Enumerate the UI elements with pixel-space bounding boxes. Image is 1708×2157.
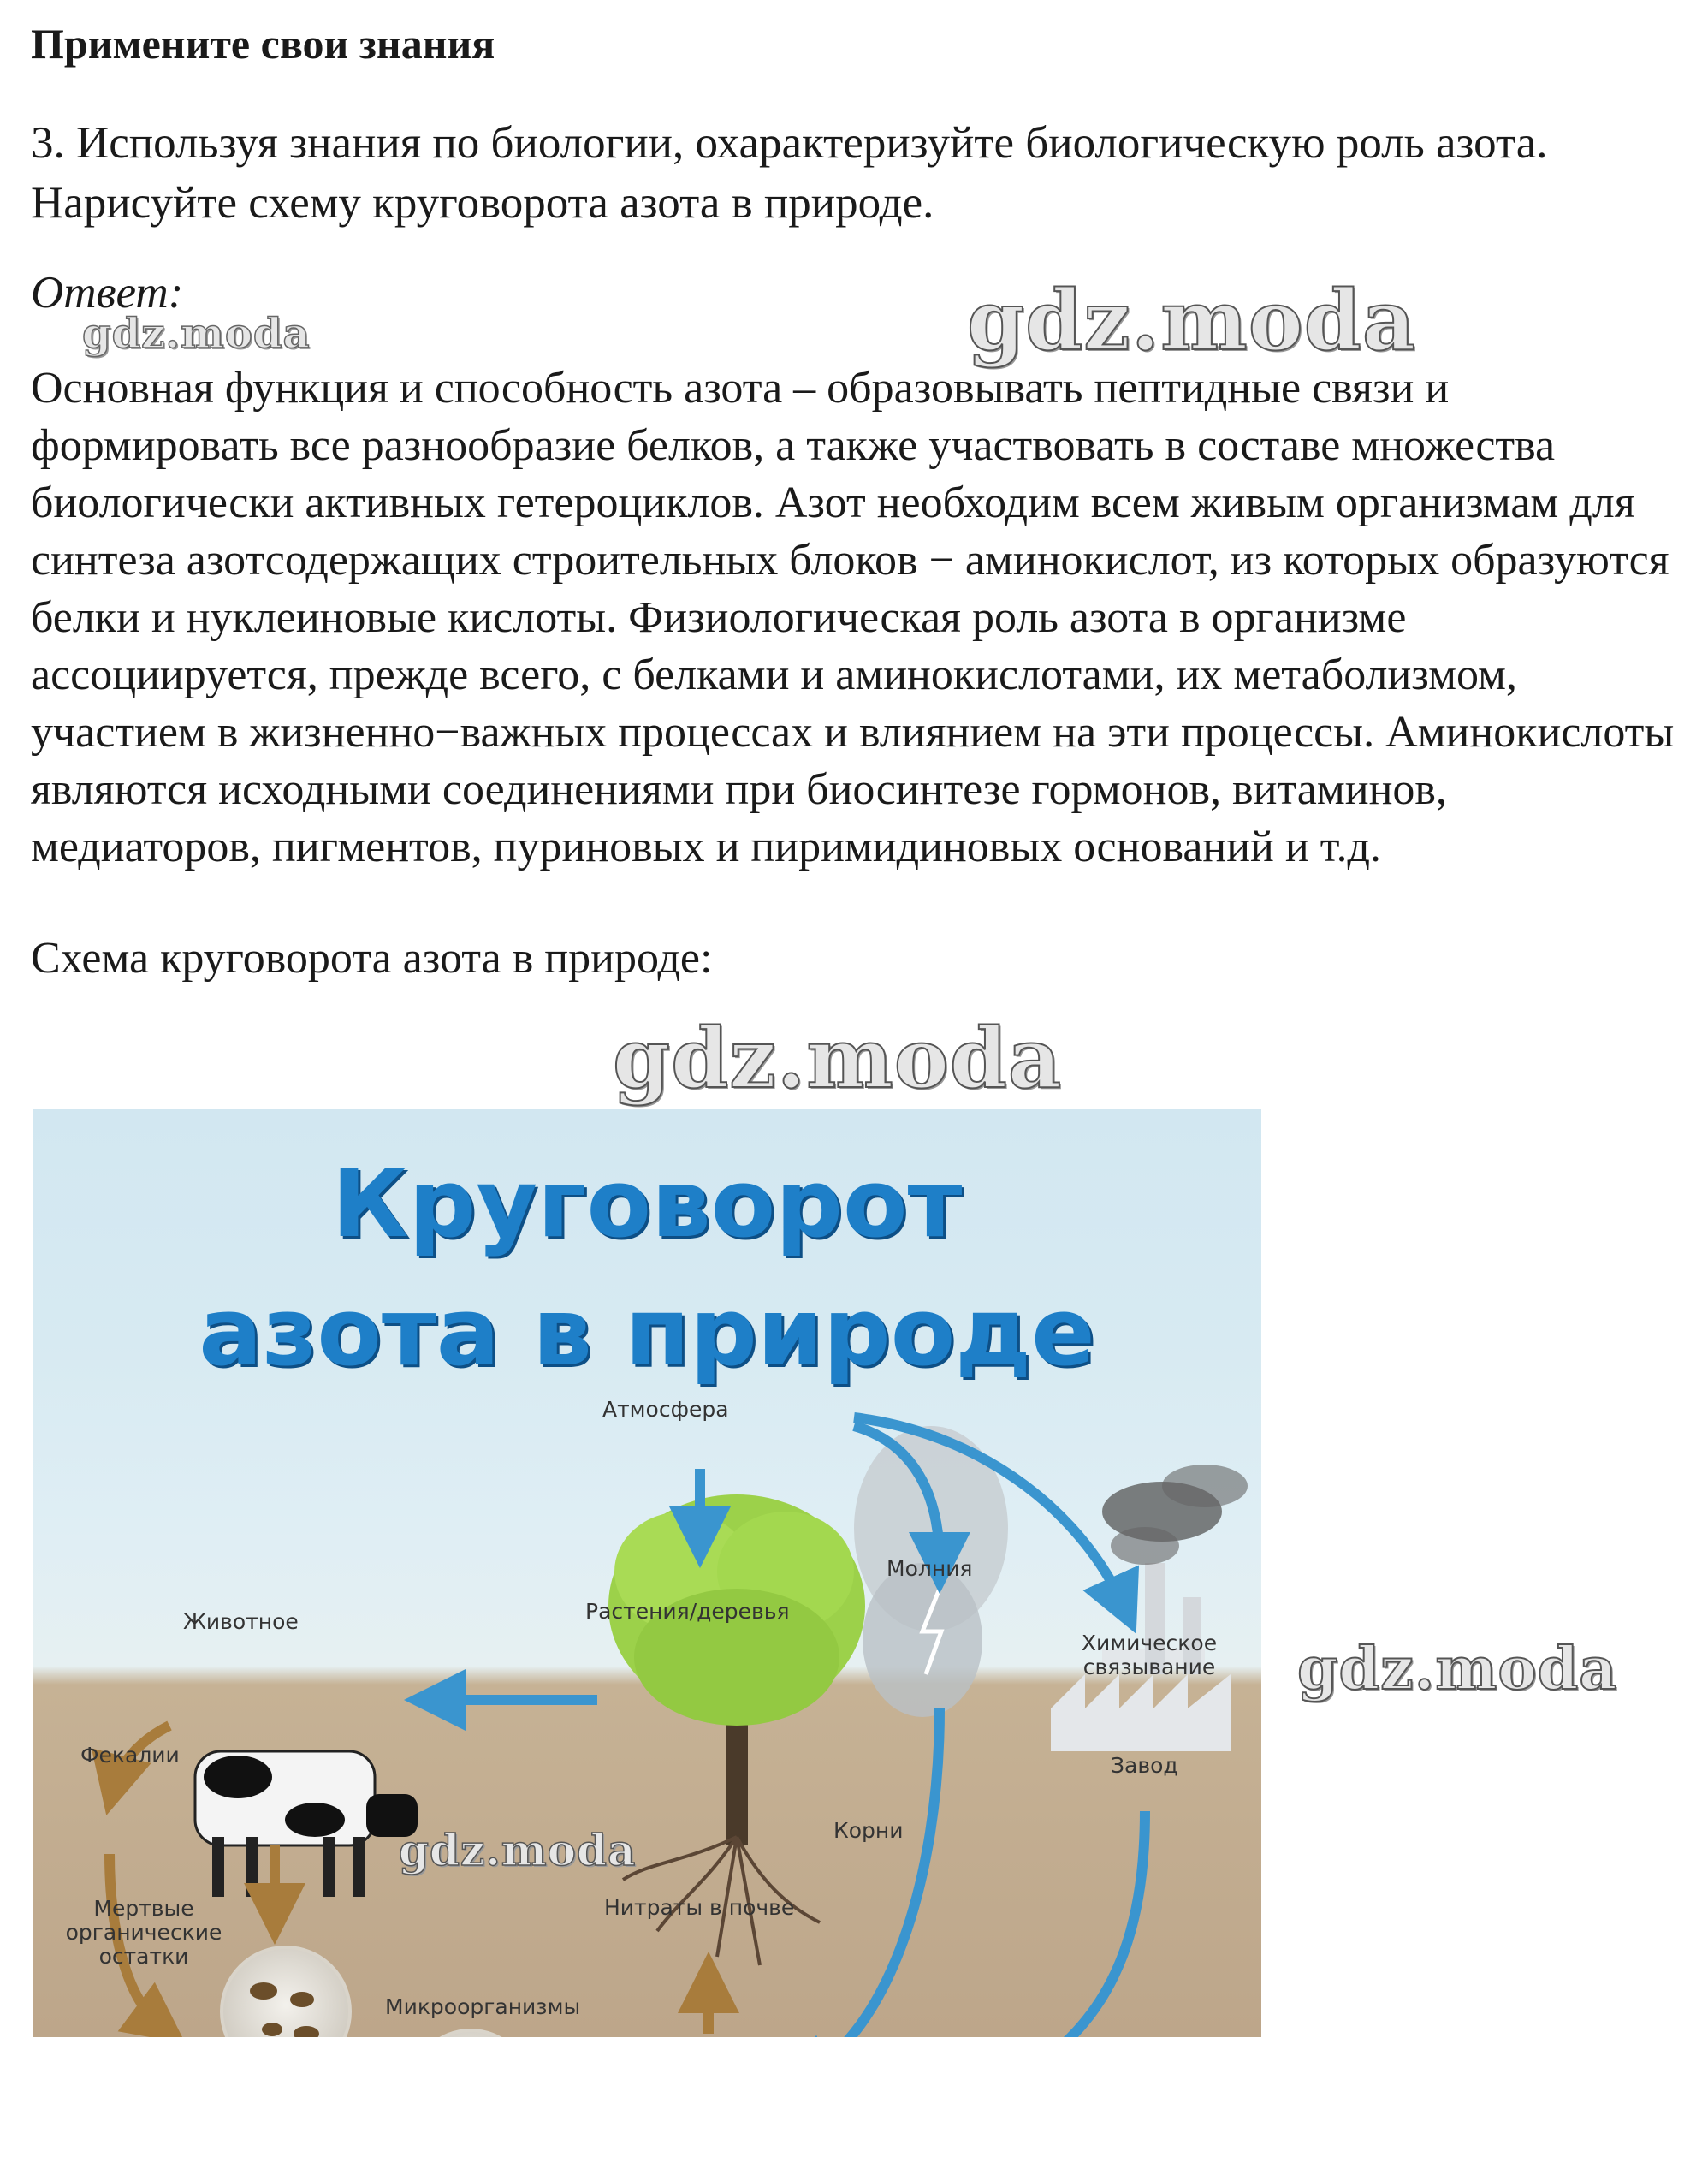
- scheme-caption: Схема круговорота азота в природе:: [31, 934, 713, 983]
- label-atmosphere: Атмосфера: [602, 1397, 729, 1422]
- section-title: Примените свои знания: [31, 20, 495, 68]
- label-chemical-fixation: Химическое связывание: [1081, 1631, 1218, 1679]
- watermark: gdz.moda: [613, 1010, 1063, 1107]
- petri-dish-microorganisms: [411, 2030, 531, 2037]
- label-roots: Корни: [833, 1818, 904, 1843]
- label-factory: Завод: [1111, 1753, 1178, 1778]
- label-lightning: Молния: [887, 1556, 973, 1581]
- label-plants: Растения/деревья: [585, 1599, 790, 1624]
- answer-label: Ответ:: [31, 268, 184, 318]
- task-text: 3. Используя знания по биологии, охарактеризуйте биологическую роль азота. Нарисуйте схему круговорота азота в природе.: [31, 118, 1548, 228]
- label-microorganisms: Микроорганизмы: [385, 1994, 581, 2019]
- watermark: gdz.moda: [82, 310, 311, 358]
- watermark: gdz.moda: [399, 1825, 637, 1875]
- label-animal: Животное: [183, 1609, 299, 1634]
- label-nitrates: Нитраты в почве: [604, 1895, 795, 1920]
- cow-icon: [195, 1751, 418, 1897]
- watermark: gdz.moda: [967, 272, 1417, 369]
- label-dead-remains: Мертвые органические остатки: [65, 1896, 222, 1969]
- diagram-title-line-2: азота в природе: [199, 1277, 1095, 1387]
- factory-icon: [1051, 1465, 1248, 1751]
- label-feces: Фекалии: [80, 1743, 180, 1768]
- petri-dish-dead-remains: [222, 1947, 350, 2037]
- diagram-title-line-1: Круговорот: [331, 1149, 963, 1258]
- arrow-factory-to-nitrates: [803, 1811, 1145, 2037]
- nitrogen-cycle-diagram: [33, 1109, 1261, 2037]
- arrow-lightning-to-nitrates: [803, 1708, 940, 2037]
- answer-text: Основная функция и способность азота – образовывать пептидные связи и формировать все разнообразие белков, а также участвовать в составе множества биологически активных гетероциклов. Азот необходим всем живым организмам для синтеза азотсодержащих строительных блоков − аминокислот, из которых образуются белки и нуклеиновые кислоты. Физиологическая роль азота в организме ассоциируется, прежде всего, с белками и аминокислотами, их метаболизмом, участием в жизненно−важных процессах и влиянием на эти процессы. Аминокислоты являются исходными соединениями при биосинтезе гормонов, витаминов, медиаторов, пигментов, пуриновых и пиримидиновых оснований и т.д.: [31, 364, 1675, 871]
- watermark: gdz.moda: [1297, 1635, 1618, 1703]
